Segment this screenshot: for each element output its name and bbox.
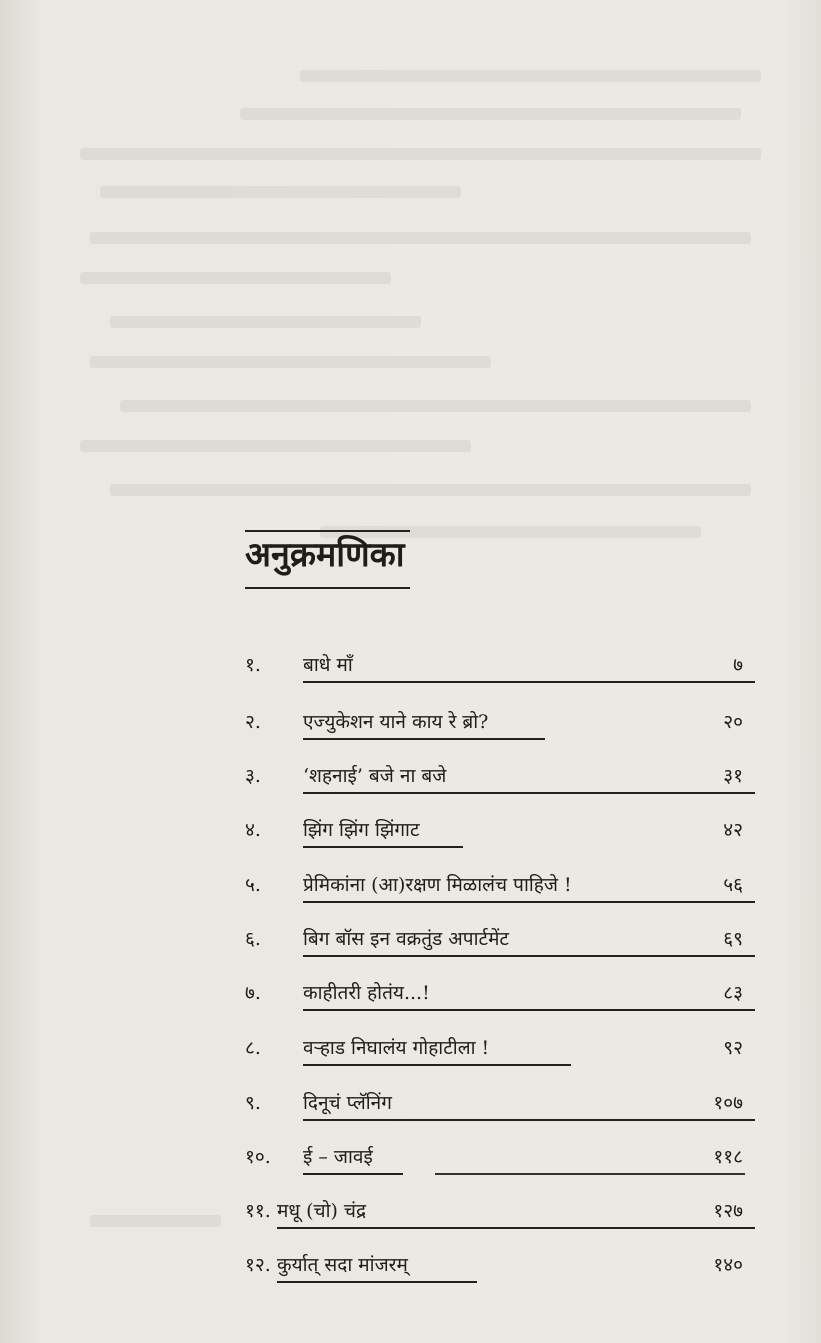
entry-underline bbox=[303, 1009, 755, 1011]
entry-title: बिग बॉस इन वक्रतुंड अपार्टमेंट bbox=[303, 928, 510, 950]
entry-underline-right bbox=[435, 1173, 745, 1175]
entry-underline bbox=[303, 901, 755, 903]
entry-title: प्रेमिकांना (आ)रक्षण मिळालंच पाहिजे ! bbox=[303, 874, 572, 896]
entry-title: कुर्यात् सदा मांजरम् bbox=[277, 1254, 408, 1276]
entry-page: ११८ bbox=[713, 1146, 743, 1168]
entry-number: ३. bbox=[245, 765, 261, 787]
entry-underline bbox=[303, 792, 755, 794]
entry-number: ४. bbox=[245, 819, 261, 841]
entry-number: ११. bbox=[245, 1200, 271, 1222]
entry-title: बाधे माँ bbox=[303, 654, 353, 676]
heading-rule-top bbox=[245, 530, 410, 532]
entry-title: झिंग झिंग झिंगाट bbox=[303, 819, 420, 841]
entry-title: दिनूचं प्लॅनिंग bbox=[303, 1092, 392, 1114]
toc-entry bbox=[215, 702, 755, 742]
entry-title: मधू (चो) चंद्र bbox=[277, 1200, 367, 1222]
entry-number: ९. bbox=[245, 1092, 261, 1114]
toc-entry bbox=[215, 645, 755, 685]
entry-page: ५६ bbox=[723, 874, 743, 896]
toc-entry bbox=[215, 973, 755, 1013]
entry-underline bbox=[303, 738, 545, 740]
entry-title: वऱ्हाड निघालंय गोहाटीला ! bbox=[303, 1037, 490, 1059]
entry-page: १०७ bbox=[713, 1092, 743, 1114]
entry-title: एज्युकेशन याने काय रे ब्रो? bbox=[303, 711, 489, 733]
entry-underline bbox=[277, 1227, 755, 1229]
entry-underline bbox=[303, 955, 755, 957]
toc-entry bbox=[215, 919, 755, 959]
entry-underline bbox=[303, 1119, 755, 1121]
entry-underline bbox=[303, 681, 755, 683]
entry-number: ८. bbox=[245, 1037, 261, 1059]
entry-number: १०. bbox=[245, 1146, 271, 1168]
entry-number: ५. bbox=[245, 874, 261, 896]
toc-entry bbox=[215, 1083, 755, 1123]
entry-underline bbox=[303, 846, 463, 848]
entry-title: ई – जावई bbox=[303, 1146, 373, 1168]
toc-entry bbox=[215, 1028, 755, 1068]
toc-entry bbox=[215, 1245, 755, 1285]
entry-number: ६. bbox=[245, 928, 261, 950]
entry-page: ७ bbox=[733, 654, 743, 676]
entry-number: १. bbox=[245, 654, 261, 676]
entry-page: २० bbox=[723, 711, 743, 733]
toc-entry bbox=[215, 810, 755, 850]
entry-page: ६९ bbox=[723, 928, 743, 950]
toc-entry bbox=[215, 1191, 755, 1231]
toc-entry bbox=[215, 865, 755, 905]
entry-page: ९२ bbox=[723, 1037, 743, 1059]
entry-page: ८३ bbox=[723, 982, 743, 1004]
entry-number: ७. bbox=[245, 982, 261, 1004]
toc-heading: अनुक्रमणिका bbox=[245, 535, 405, 575]
toc-entry bbox=[215, 1137, 755, 1177]
entry-page: ४२ bbox=[723, 819, 743, 841]
entry-underline bbox=[303, 1173, 403, 1175]
entry-number: १२. bbox=[245, 1254, 271, 1276]
heading-rule-bottom bbox=[245, 587, 410, 589]
toc-entry bbox=[215, 756, 755, 796]
entry-page: १२७ bbox=[713, 1200, 743, 1222]
entry-underline bbox=[277, 1281, 477, 1283]
entry-page: १४० bbox=[713, 1254, 743, 1276]
entry-title: काहीतरी होतंय...! bbox=[303, 982, 430, 1004]
entry-title: ‘शहनाई’ बजे ना बजे bbox=[303, 765, 447, 787]
entry-page: ३१ bbox=[723, 765, 743, 787]
entry-number: २. bbox=[245, 711, 261, 733]
entry-underline bbox=[303, 1064, 571, 1066]
